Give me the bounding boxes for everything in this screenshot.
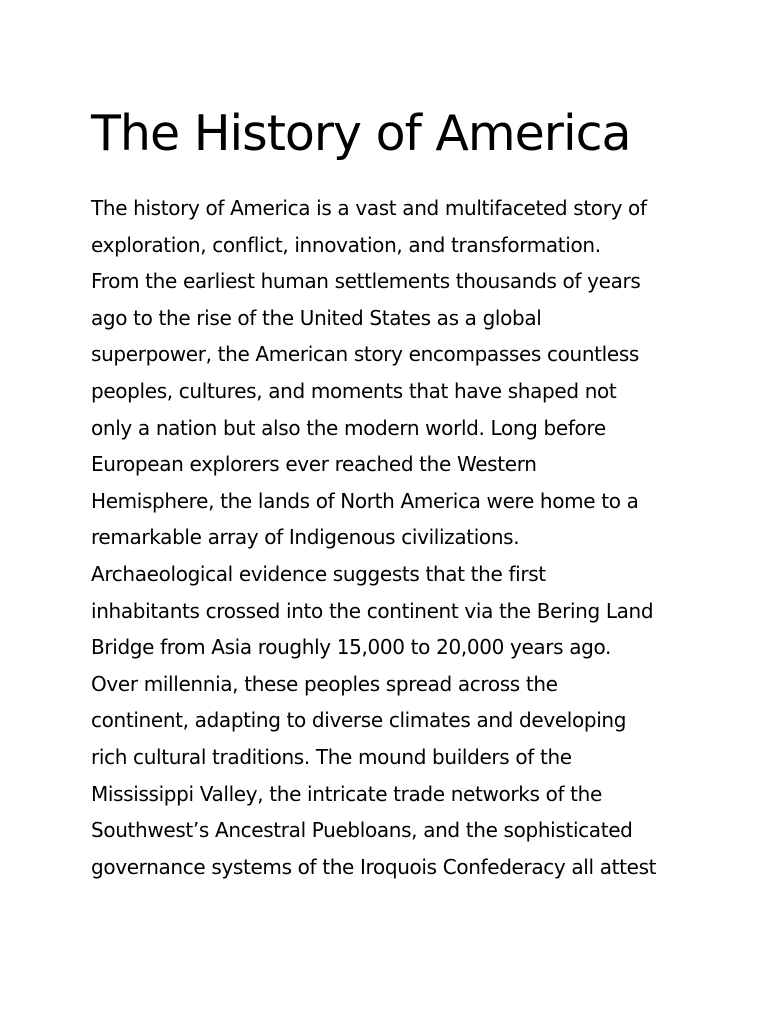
paragraph-line: only a nation but also the modern world. Long before	[91, 415, 606, 440]
paragraph-line: exploration, conflict, innovation, and transformation.	[91, 232, 601, 257]
paragraph-line: Bridge from Asia roughly 15,000 to 20,000 years ago.	[91, 635, 612, 660]
paragraph-line: Over millennia, these peoples spread across the	[91, 671, 558, 696]
paragraph-line: inhabitants crossed into the continent via the Bering Land	[91, 598, 654, 623]
paragraph-line: superpower, the American story encompasses countless	[91, 342, 639, 367]
paragraph-line: The history of America is a vast and multifaceted story of	[91, 196, 647, 220]
paragraph-line: continent, adapting to diverse climates and developing	[91, 708, 627, 733]
paragraph-line: rich cultural traditions. The mound builders of the	[91, 744, 572, 769]
paragraph-line: peoples, cultures, and moments that have shaped not	[91, 378, 617, 403]
paragraph-line: From the earliest human settlements thousands of years	[91, 269, 641, 294]
body-paragraph	[91, 190, 691, 885]
paragraph-line: Archaeological evidence suggests that the first	[91, 561, 546, 586]
paragraph-line: Hemisphere, the lands of North America were home to a	[91, 488, 639, 513]
paragraph-line: governance systems of the Iroquois Confederacy all attest	[91, 854, 657, 879]
paragraph-line: Southwest’s Ancestral Puebloans, and the sophisticated	[91, 818, 633, 843]
paragraph-line: remarkable array of Indigenous civilizations.	[91, 525, 520, 550]
paragraph-line: Mississippi Valley, the intricate trade networks of the	[91, 781, 602, 806]
paragraph-line: ago to the rise of the United States as a global	[91, 305, 542, 330]
document-title: The History of America	[91, 105, 631, 162]
paragraph-line: European explorers ever reached the Western	[91, 452, 537, 477]
